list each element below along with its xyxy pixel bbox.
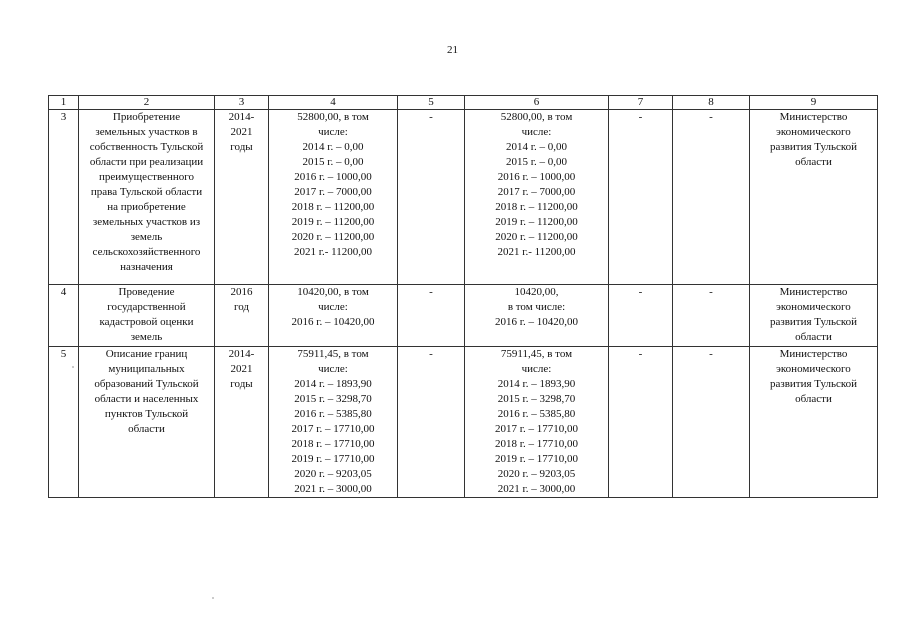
column-number-header: 1 — [49, 96, 79, 110]
total-funding-cell-line: числе: — [318, 126, 348, 138]
executor-cell-line: области — [795, 156, 832, 168]
activity-name-cell-line: назначения — [120, 261, 173, 273]
regional-budget-cell-line: 2021 г.- 11200,00 — [497, 246, 576, 258]
total-funding-cell — [269, 285, 398, 347]
activity-name-cell-line: сельскохозяйственного — [92, 246, 201, 258]
regional-budget-cell-line: 2019 г. – 11200,00 — [495, 216, 578, 228]
total-funding-cell-line: 2014 г. – 0,00 — [302, 141, 364, 153]
period-cell-line: 2014- — [228, 348, 255, 360]
table-row — [49, 110, 878, 285]
regional-budget-cell-line: 2016 г. – 5385,80 — [497, 408, 576, 420]
executor-cell-line: Министерство — [779, 111, 848, 123]
executor-cell — [750, 285, 878, 347]
activity-name-cell-line: собственность Тульской — [89, 141, 204, 153]
column-7-cell: - — [609, 285, 673, 347]
activity-name-cell-line: земель — [130, 231, 163, 243]
total-funding-cell — [269, 347, 398, 498]
activity-name-cell-line: земельных участков в — [95, 126, 198, 138]
total-funding-cell-line: 2016 г. – 5385,80 — [294, 408, 372, 420]
regional-budget-cell-line: 75911,45, в том — [500, 348, 573, 360]
column-7-cell: - — [609, 347, 673, 498]
activity-name-cell-line: муниципальных — [108, 363, 185, 375]
column-5-cell: - — [398, 347, 465, 498]
regional-budget-cell-line: 10420,00, — [514, 286, 559, 298]
row-number-cell: 5 — [49, 347, 79, 498]
activity-name-cell-line: пунктов Тульской — [104, 408, 189, 420]
regional-budget-cell-line: в том числе: — [507, 301, 566, 313]
executor-cell — [750, 110, 878, 285]
total-funding-cell-line: 2014 г. – 1893,90 — [294, 378, 372, 390]
regional-budget-cell-line: 2020 г. – 11200,00 — [495, 231, 578, 243]
table-row — [49, 347, 878, 498]
period-cell — [215, 285, 269, 347]
activity-name-cell — [79, 110, 215, 285]
column-5-cell: - — [398, 110, 465, 285]
regional-budget-cell — [465, 110, 609, 285]
row-number-cell: 3 — [49, 110, 79, 285]
total-funding-cell-line: 2019 г. – 11200,00 — [291, 216, 375, 228]
executor-cell — [750, 347, 878, 498]
table-row — [49, 285, 878, 347]
period-cell-line: 2014- — [228, 111, 255, 123]
activity-name-cell-line: кадастровой оценки — [99, 316, 194, 328]
activity-name-cell-line: образований Тульской — [94, 378, 199, 390]
row-number-cell: 4 — [49, 285, 79, 347]
column-number-header: 8 — [673, 96, 750, 110]
column-number-header: 6 — [465, 96, 609, 110]
regional-budget-cell-line: 2015 г. – 0,00 — [505, 156, 568, 168]
executor-cell-line: Министерство — [779, 286, 848, 298]
regional-budget-cell — [465, 285, 609, 347]
column-number-header: 7 — [609, 96, 673, 110]
period-cell-line: 2021 — [230, 363, 253, 375]
activity-name-cell-line: преимущественного — [99, 171, 194, 183]
executor-cell-line: экономического — [776, 363, 851, 375]
regional-budget-cell-line: 2020 г. – 9203,05 — [497, 468, 576, 480]
column-number-header: 3 — [215, 96, 269, 110]
executor-cell-line: области — [795, 331, 832, 343]
activity-name-cell — [79, 347, 215, 498]
executor-cell-line: развития Тульской — [769, 316, 858, 328]
period-cell-line: годы — [230, 378, 253, 390]
total-funding-cell-line: 2019 г. – 17710,00 — [291, 453, 375, 465]
activity-name-cell-line: земельных участков из — [92, 216, 201, 228]
executor-cell-line: экономического — [776, 126, 851, 138]
total-funding-cell-line: 75911,45, в том — [297, 348, 369, 360]
total-funding-cell-line: 2018 г. – 17710,00 — [291, 438, 375, 450]
column-8-cell: - — [673, 110, 750, 285]
period-cell-line: 2021 — [230, 126, 253, 138]
column-8-cell: - — [673, 347, 750, 498]
page-number: 21 — [447, 44, 458, 56]
period-cell — [215, 347, 269, 498]
total-funding-cell-line: 2015 г. – 3298,70 — [294, 393, 372, 405]
total-funding-cell-line: 2015 г. – 0,00 — [302, 156, 364, 168]
activity-name-cell-line: области — [128, 423, 165, 435]
total-funding-cell-line: числе: — [318, 363, 348, 375]
regional-budget-cell-line: 2019 г. – 17710,00 — [494, 453, 579, 465]
regional-budget-cell-line: числе: — [521, 363, 552, 375]
column-number-header: 2 — [79, 96, 215, 110]
column-number-header: 5 — [398, 96, 465, 110]
total-funding-cell-line: 2021 г.- 11200,00 — [293, 246, 373, 258]
column-7-cell: - — [609, 110, 673, 285]
total-funding-cell-line: 2020 г. – 11200,00 — [291, 231, 375, 243]
total-funding-cell-line: 10420,00, в том — [297, 286, 369, 298]
executor-cell-line: области — [795, 393, 832, 405]
executor-cell-line: развития Тульской — [769, 141, 858, 153]
total-funding-cell-line: 2021 г. – 3000,00 — [294, 483, 372, 495]
regional-budget-cell-line: 2014 г. – 0,00 — [505, 141, 568, 153]
regional-budget-cell-line: 2015 г. – 3298,70 — [497, 393, 576, 405]
executor-cell-line: экономического — [776, 301, 851, 313]
program-activities-table — [48, 95, 878, 498]
scan-speck — [212, 597, 214, 599]
scan-speck — [72, 366, 74, 368]
activity-name-cell-line: Проведение — [118, 286, 175, 298]
regional-budget-cell-line: 2016 г. – 1000,00 — [497, 171, 576, 183]
regional-budget-cell-line: 2017 г. – 7000,00 — [497, 186, 576, 198]
activity-name-cell-line: земель — [130, 331, 163, 343]
column-8-cell: - — [673, 285, 750, 347]
period-cell — [215, 110, 269, 285]
total-funding-cell-line: 52800,00, в том — [297, 111, 369, 123]
regional-budget-cell-line: 2017 г. – 17710,00 — [494, 423, 579, 435]
activity-name-cell-line: на приобретение — [107, 201, 186, 213]
column-5-cell: - — [398, 285, 465, 347]
total-funding-cell-line: 2016 г. – 1000,00 — [294, 171, 372, 183]
total-funding-cell-line: числе: — [318, 301, 348, 313]
table-header-row — [49, 96, 878, 110]
activity-name-cell-line: государственной — [107, 301, 186, 313]
activity-name-cell-line: права Тульской области — [90, 186, 203, 198]
activity-name-cell — [79, 285, 215, 347]
total-funding-cell-line: 2020 г. – 9203,05 — [294, 468, 372, 480]
regional-budget-cell-line: 2018 г. – 17710,00 — [494, 438, 579, 450]
total-funding-cell-line: 2016 г. – 10420,00 — [291, 316, 375, 328]
period-cell-line: год — [233, 301, 250, 313]
total-funding-cell-line: 2017 г. – 7000,00 — [294, 186, 372, 198]
activity-name-cell-line: области при реализации — [89, 156, 204, 168]
period-cell-line: годы — [230, 141, 253, 153]
regional-budget-cell-line: 2014 г. – 1893,90 — [497, 378, 576, 390]
regional-budget-cell-line: 2016 г. – 10420,00 — [494, 316, 579, 328]
total-funding-cell-line: 2017 г. – 17710,00 — [291, 423, 375, 435]
total-funding-cell — [269, 110, 398, 285]
period-cell-line: 2016 — [230, 286, 253, 298]
regional-budget-cell-line: 2021 г. – 3000,00 — [497, 483, 576, 495]
total-funding-cell-line: 2018 г. – 11200,00 — [291, 201, 375, 213]
activity-name-cell-line: Приобретение — [112, 111, 181, 123]
regional-budget-cell — [465, 347, 609, 498]
executor-cell-line: Министерство — [779, 348, 848, 360]
activity-name-cell-line: Описание границ — [105, 348, 188, 360]
executor-cell-line: развития Тульской — [769, 378, 858, 390]
activity-name-cell-line: области и населенных — [94, 393, 199, 405]
column-number-header: 4 — [269, 96, 398, 110]
column-number-header: 9 — [750, 96, 878, 110]
regional-budget-cell-line: 52800,00, в том — [500, 111, 573, 123]
regional-budget-cell-line: 2018 г. – 11200,00 — [495, 201, 578, 213]
regional-budget-cell-line: числе: — [521, 126, 552, 138]
